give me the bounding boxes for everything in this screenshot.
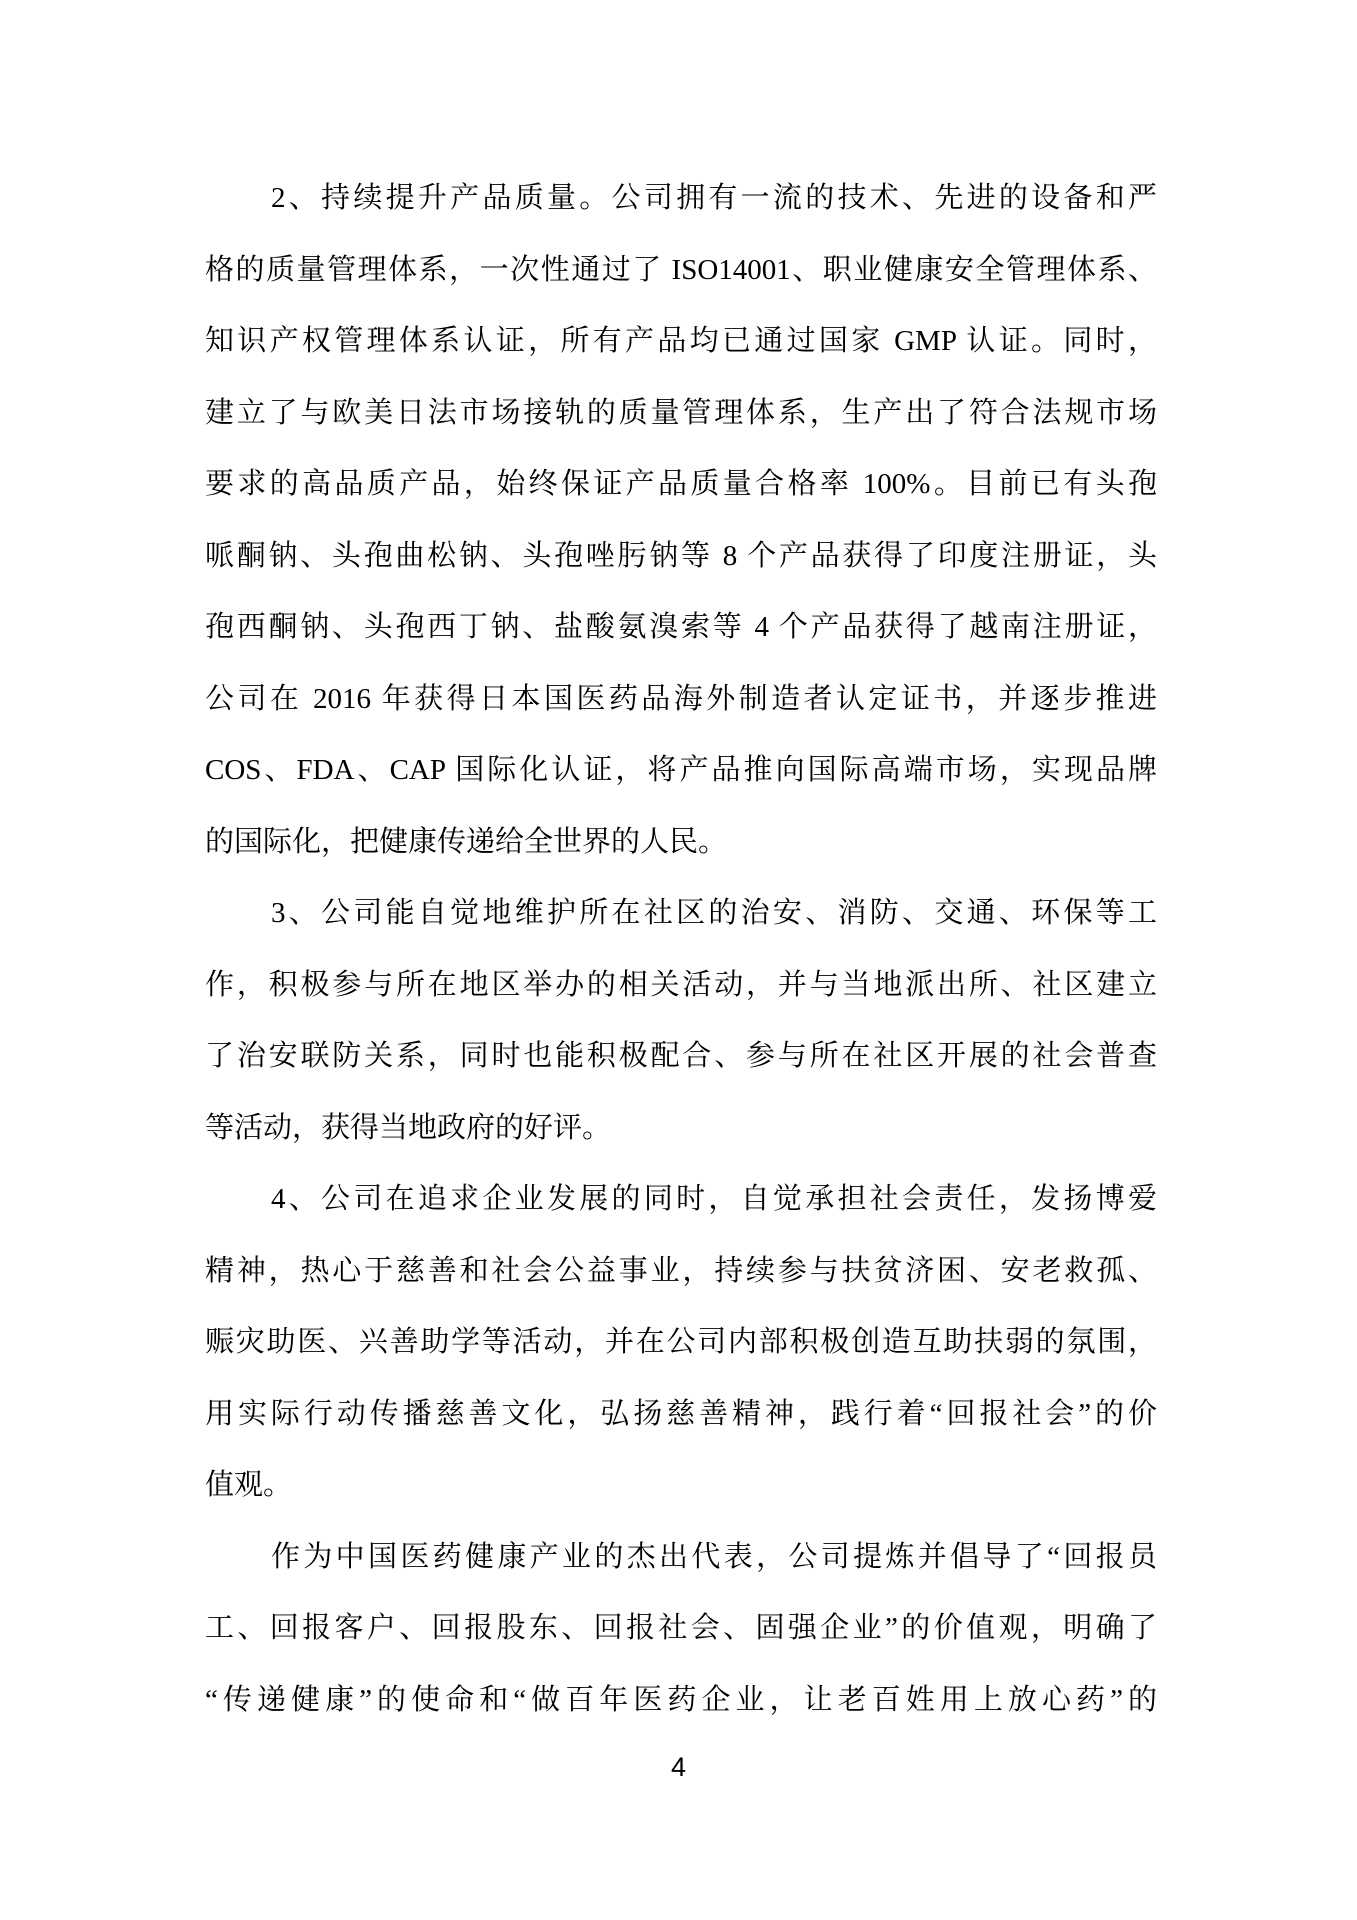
text-line: 孢西酮钠、头孢西丁钠、盐酸氨溴索等 4 个产品获得了越南注册证， — [205, 611, 1157, 643]
text-line: “传递健康”的使命和“做百年医药企业，让老百姓用上放心药”的 — [205, 1683, 1157, 1716]
text-line: 作为中国医药健康产业的杰出代表，公司提炼并倡导了“回报员 — [271, 1540, 1157, 1573]
text-line: 赈灾助医、兴善助学等活动，并在公司内部积极创造互助扶弱的氛围， — [205, 1326, 1157, 1358]
paragraph — [205, 1522, 1157, 1737]
text-line: 用实际行动传播慈善文化，弘扬慈善精神，践行着“回报社会”的价 — [205, 1397, 1157, 1430]
text-line: 哌酮钠、头孢曲松钠、头孢唑肟钠等 8 个产品获得了印度注册证，头 — [205, 539, 1157, 572]
text-line: 工、回报客户、回报股东、回报社会、固强企业”的价值观，明确了 — [205, 1612, 1157, 1644]
document-text-block — [205, 163, 1157, 1736]
text-line: 等活动，获得当地政府的好评。 — [205, 1111, 612, 1144]
text-line: 4、公司在追求企业发展的同时，自觉承担社会责任，发扬博爱 — [271, 1183, 1157, 1215]
text-line: 知识产权管理体系认证，所有产品均已通过国家 GMP 认证。同时， — [205, 325, 1157, 357]
text-line: 2、持续提升产品质量。公司拥有一流的技术、先进的设备和严 — [271, 182, 1157, 214]
text-line: 了治安联防关系，同时也能积极配合、参与所在社区开展的社会普查 — [205, 1040, 1157, 1072]
text-line: 值观。 — [205, 1469, 293, 1501]
text-line: COS、FDA、CAP 国际化认证，将产品推向国际高端市场，实现品牌 — [205, 754, 1157, 786]
text-line: 作，积极参与所在地区举办的相关活动，并与当地派出所、社区建立 — [205, 968, 1157, 1001]
text-line: 要求的高品质产品，始终保证产品质量合格率 100%。目前已有头孢 — [205, 468, 1157, 500]
text-line: 建立了与欧美日法市场接轨的质量管理体系，生产出了符合法规市场 — [205, 396, 1157, 429]
paragraph — [205, 163, 1157, 878]
text-line: 的国际化，把健康传递给全世界的人民。 — [205, 825, 728, 858]
text-line: 精神，热心于慈善和社会公益事业，持续参与扶贫济困、安老救孤、 — [205, 1254, 1157, 1287]
paragraph — [205, 878, 1157, 1164]
text-line: 公司在 2016 年获得日本国医药品海外制造者认定证书，并逐步推进 — [205, 682, 1157, 715]
page-number: 4 — [670, 1752, 687, 1782]
text-line: 3、公司能自觉地维护所在社区的治安、消防、交通、环保等工 — [271, 897, 1157, 929]
text-line: 格的质量管理体系，一次性通过了 ISO14001、职业健康安全管理体系、 — [205, 253, 1157, 286]
paragraph — [205, 1164, 1157, 1522]
